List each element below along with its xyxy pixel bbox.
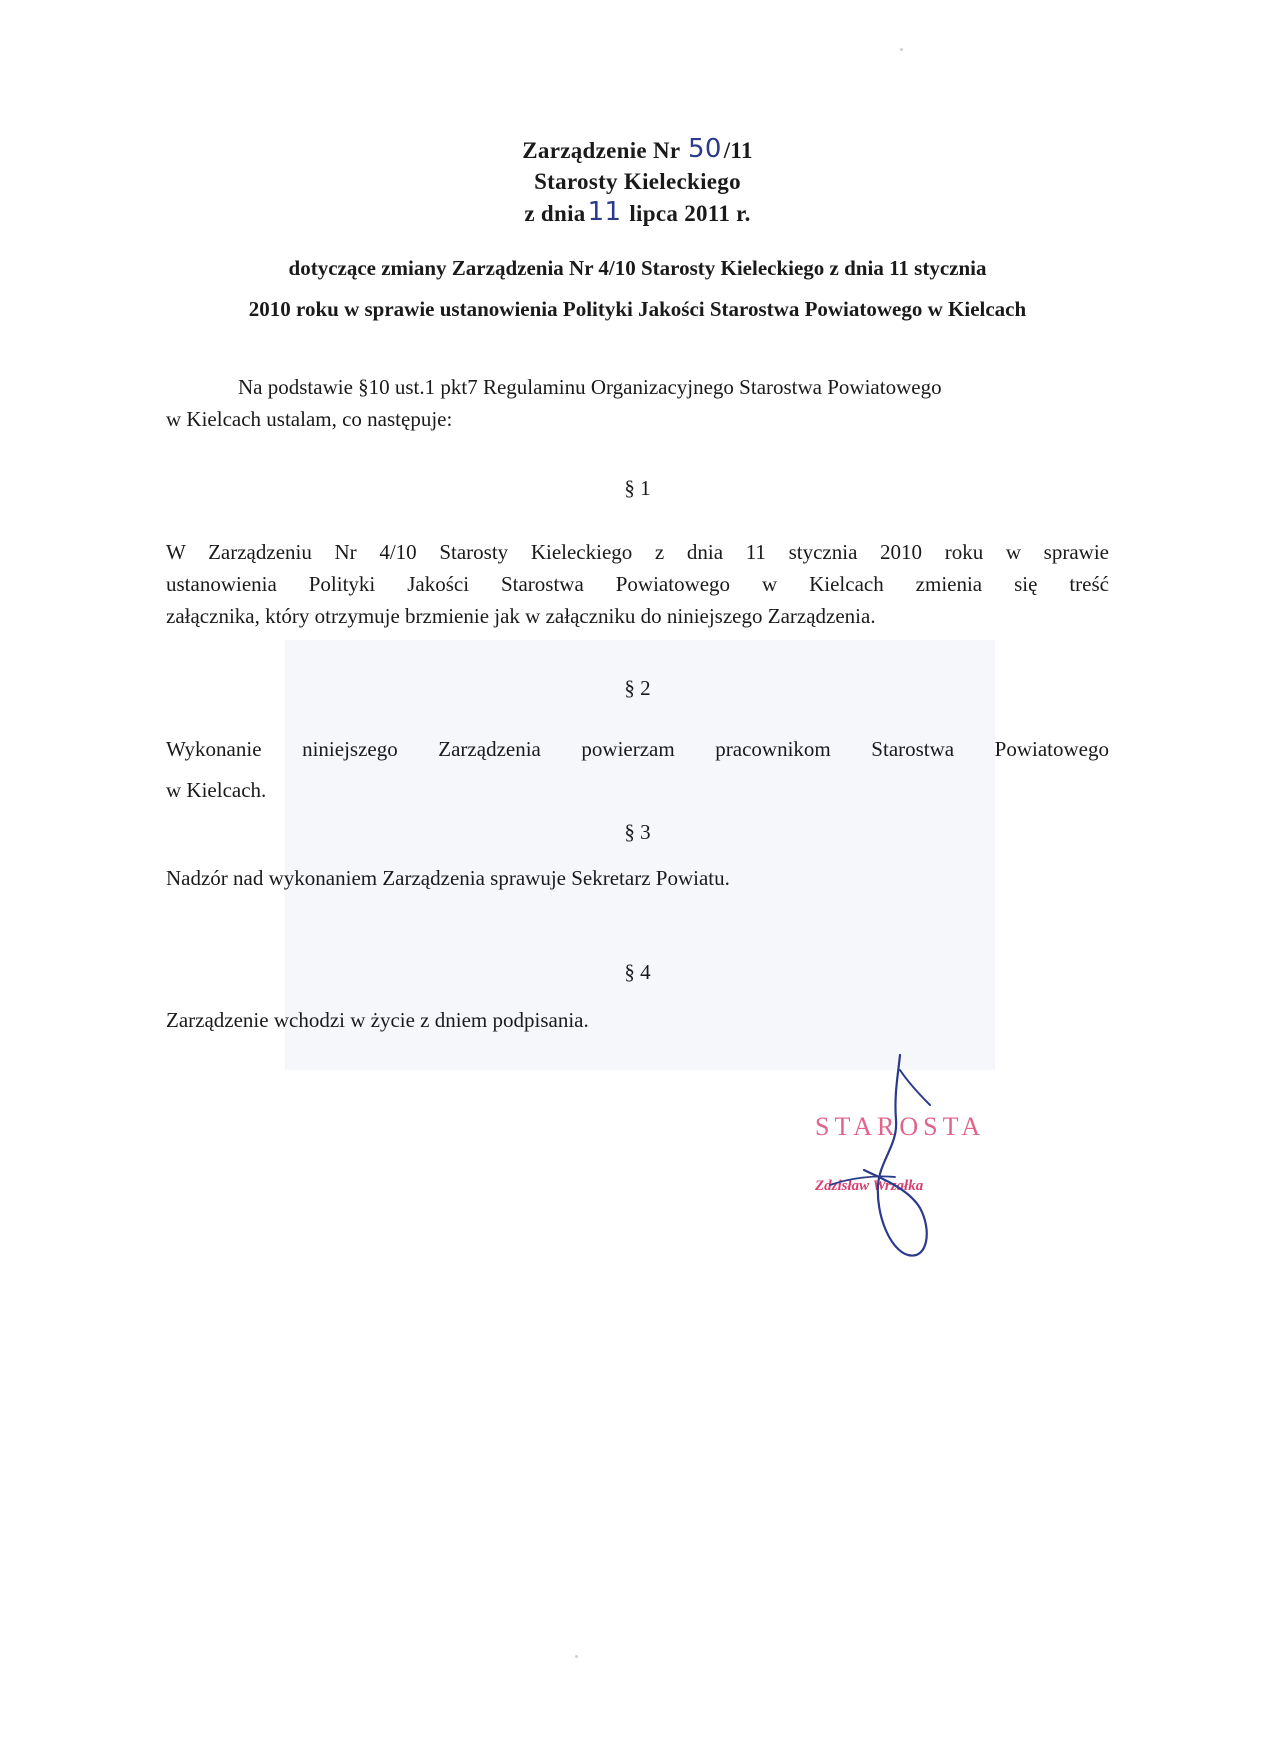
title-prefix: Zarządzenie Nr [522,138,680,163]
issuer-line: Starosty Kieleckiego [534,169,741,194]
date-prefix: z dnia [524,201,586,226]
section-4-text [166,1004,1109,1036]
section-mark-2: § 2 [624,676,651,700]
preamble-line-2: w Kielcach ustalam, co następuje: [166,407,453,431]
section-1-text [166,536,1109,632]
section-2-line-2: w Kielcach. [166,778,267,802]
handwritten-day: 11 [587,197,622,227]
section-1-line-2: ustanowienia Polityki Jakości Starostwa Powiatowego w Kielcach zmienia się treść [166,572,1109,596]
section-1-line-1: W Zarządzeniu Nr 4/10 Starosty Kieleckiego z dnia 11 stycznia 2010 roku w sprawie [166,540,1109,564]
section-mark-1: § 1 [624,476,651,500]
date-suffix: lipca 2011 r. [629,201,751,226]
starosta-stamp: STAROSTA [815,1112,986,1141]
stamp-name: Zdzisław Wrzałka [815,1178,924,1194]
section-2-text [166,733,1109,806]
title-suffix: /11 [723,138,753,163]
section-mark-3: § 3 [624,820,651,844]
preamble-line-1: Na podstawie §10 ust.1 pkt7 Regulaminu Organizacyjnego Starostwa Powiatowego [238,375,942,399]
subject-line-2: 2010 roku w sprawie ustanowienia Polityki Jakości Starostwa Powiatowego w Kielcach [248,297,1027,321]
handwritten-signature [820,1050,980,1270]
title-line [0,134,1275,166]
section-4-line-1: Zarządzenie wchodzi w życie z dniem podpisania. [166,1008,589,1032]
section-mark-4: § 4 [624,960,651,984]
subject-line-1: dotyczące zmiany Zarządzenia Nr 4/10 Starosty Kieleckiego z dnia 11 stycznia [288,256,987,280]
scan-speck [900,48,903,51]
scan-speck [575,1655,578,1658]
date-line [0,197,1275,229]
section-1-line-3: załącznika, który otrzymuje brzmienie jak w załączniku do niniejszego Zarządzenia. [166,604,876,628]
section-3-line-1: Nadzór nad wykonaniem Zarządzenia sprawuje Sekretarz Powiatu. [166,866,730,890]
section-2-line-1: Wykonanie niniejszego Zarządzenia powierzam pracownikom Starostwa Powiatowego [166,737,1109,761]
handwritten-number: 50 [688,134,722,164]
preamble [166,371,1109,435]
section-3-text [166,862,1109,894]
document-header [0,134,1275,229]
